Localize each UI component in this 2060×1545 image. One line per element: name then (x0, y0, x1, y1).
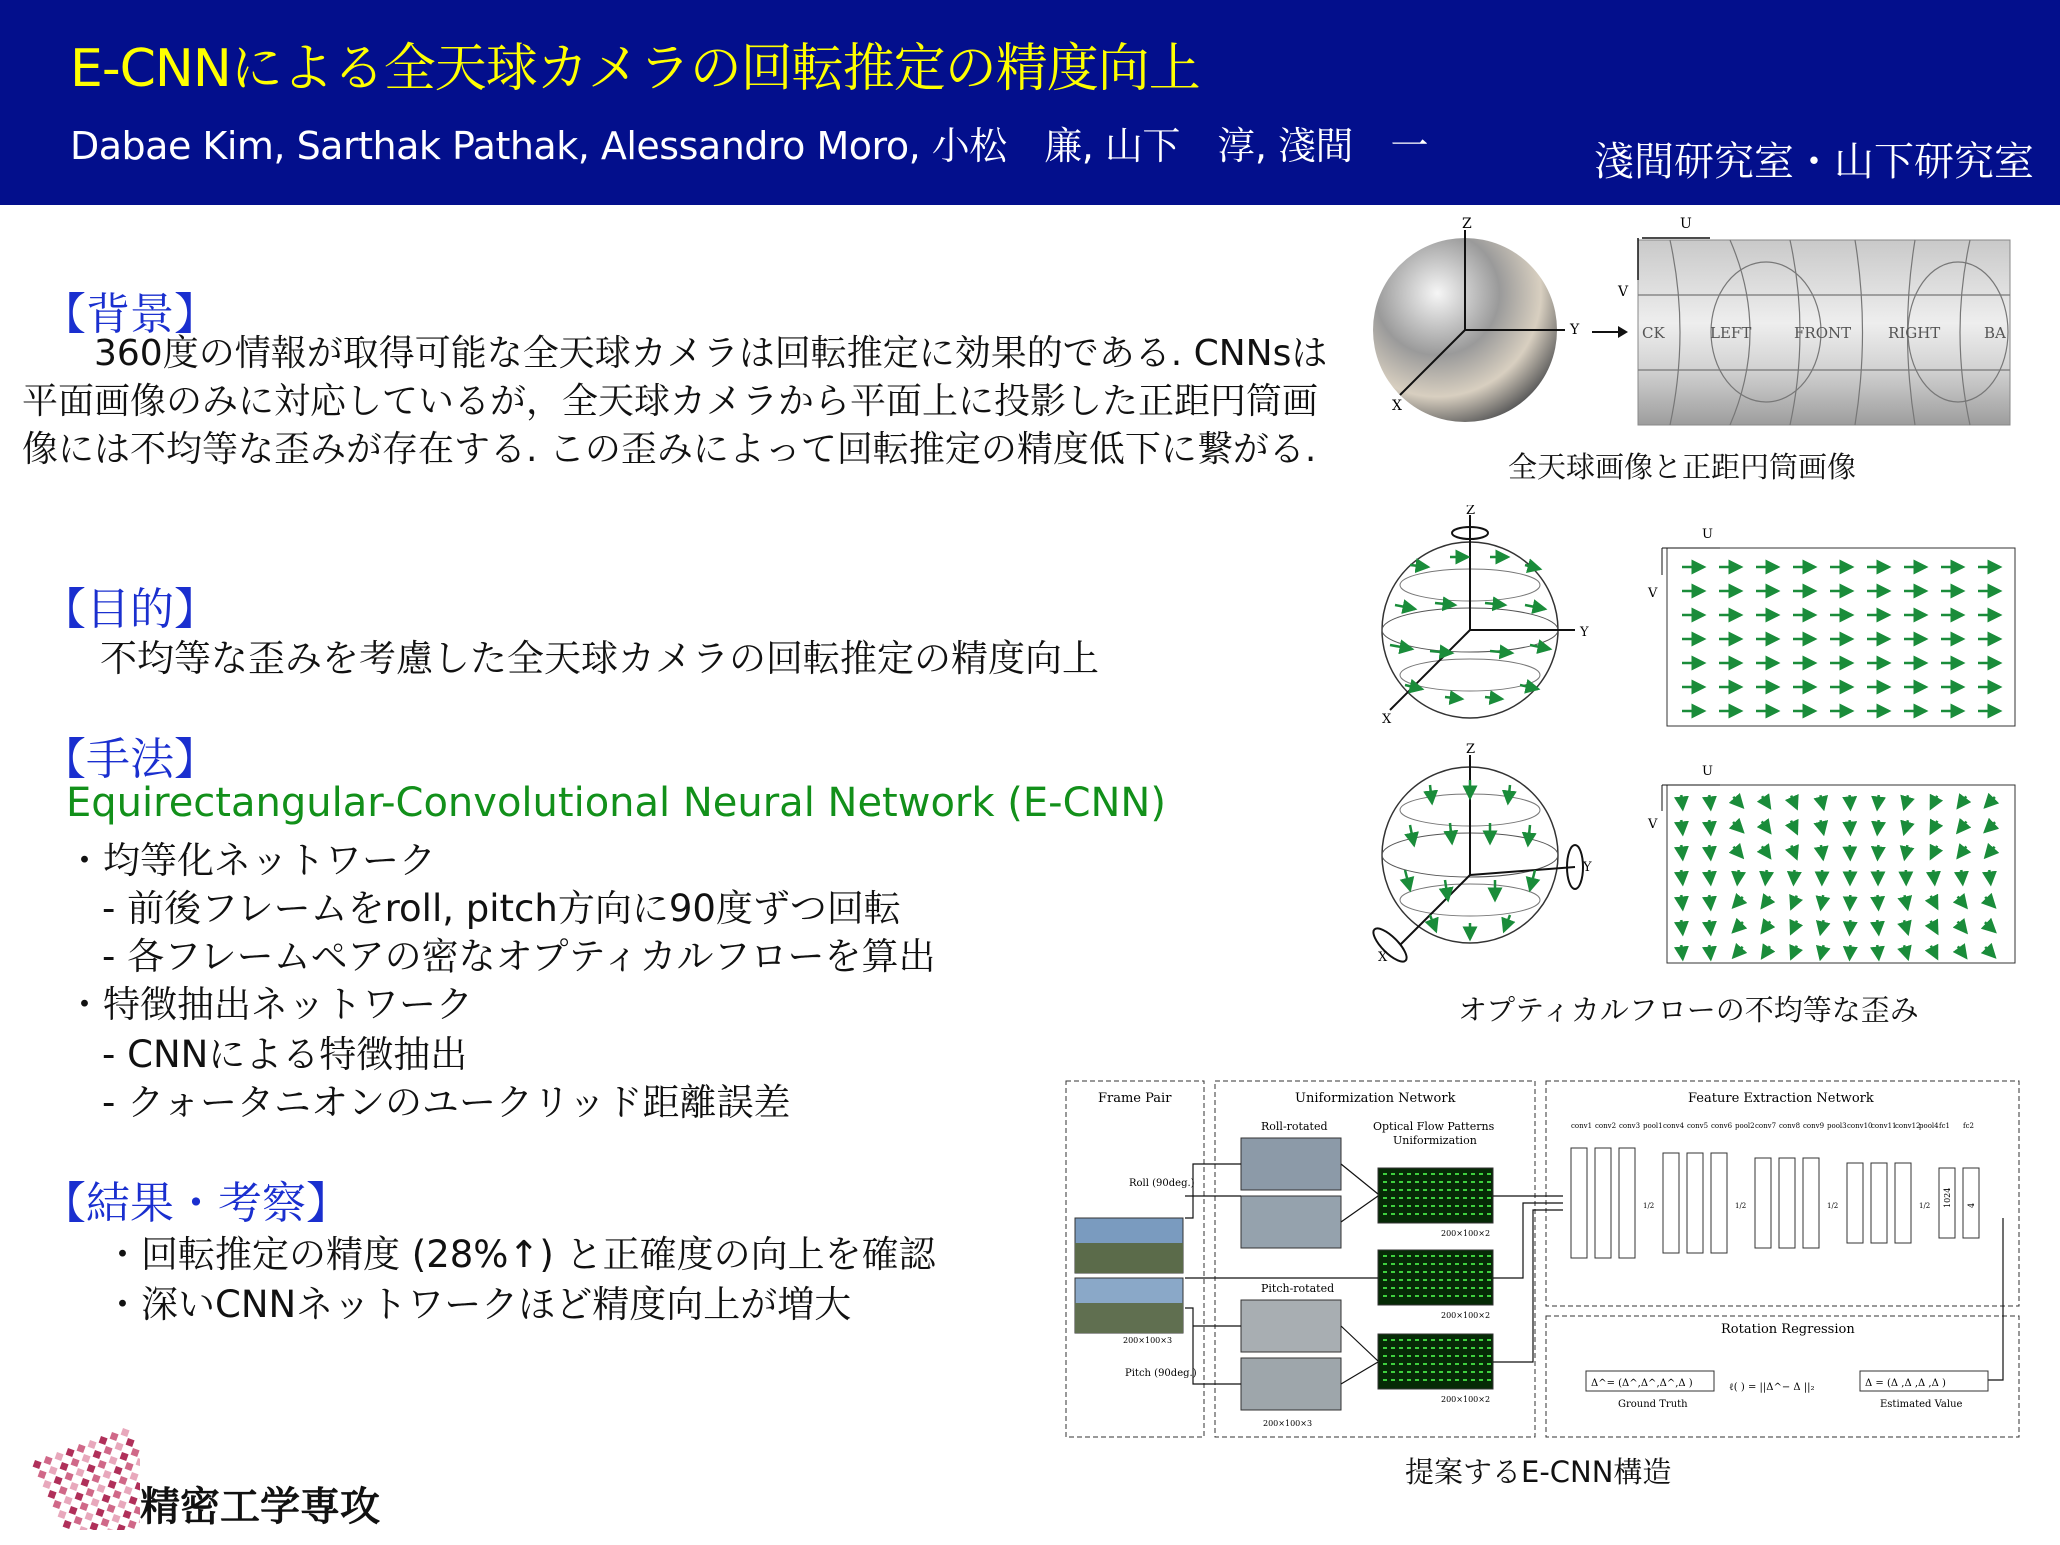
sphere-roll (1370, 742, 1592, 966)
rotated-dim-label: 200×100×3 (1263, 1419, 1313, 1428)
pool-ratio-label: 1/2 (1919, 1202, 1931, 1210)
layer-block (1847, 1163, 1863, 1243)
layer-label: pool1 (1643, 1122, 1663, 1130)
layer-block (1619, 1148, 1635, 1258)
layer-label: conv10 (1847, 1122, 1873, 1130)
method-item: - CNNによる特徴抽出 (102, 1033, 468, 1076)
axis-u-label: U (1702, 527, 1713, 542)
axis-z-label: Z (1462, 216, 1472, 232)
axis-y-label: Y (1583, 860, 1592, 875)
figure-flow-distortion (1370, 505, 2020, 975)
author-list: Dabae Kim, Sarthak Pathak, Alessandro Moro, 小松 廉, 山下 淳, 淺間 一 (70, 124, 1429, 168)
axis-u-label: U (1680, 216, 1692, 232)
frame-pair-label: Frame Pair (1098, 1091, 1172, 1106)
header-banner (0, 0, 2060, 205)
layer-block (1687, 1153, 1703, 1253)
axis-x-label: X (1378, 950, 1388, 965)
axis-x-label: X (1392, 398, 1402, 414)
sphere-yaw (1382, 505, 1589, 727)
layer-label: conv2 (1595, 1122, 1617, 1130)
flow-pattern-image (1378, 1168, 1493, 1223)
uniformization-sub-label: Uniformization (1393, 1134, 1477, 1147)
figure3-caption: 提案するE-CNN構造 (1405, 1455, 1672, 1489)
axis-u-label: U (1702, 764, 1713, 779)
pool-ratio-label: 1/2 (1735, 1202, 1747, 1210)
layer-block (1803, 1158, 1819, 1248)
flow-pattern-image (1378, 1334, 1493, 1389)
equirect-label: RIGHT (1888, 324, 1941, 342)
figure2-caption: オプティカルフローの不均等な歪み (1458, 993, 1919, 1027)
layer-label: conv8 (1779, 1122, 1801, 1130)
lab-name: 淺間研究室・山下研究室 (1594, 139, 2034, 185)
layer-block (1663, 1153, 1679, 1253)
method-item: - 各フレームペアの密なオプティカルフローを算出 (102, 935, 936, 978)
roll-rotated-image (1241, 1196, 1341, 1248)
layer-label: conv1 (1571, 1122, 1593, 1130)
flow-dim-label: 200×100×2 (1441, 1395, 1491, 1404)
layer-label: conv4 (1663, 1122, 1685, 1130)
loss-formula: ℓ( ) = ||Δ^− Δ ||₂ (1729, 1382, 1815, 1393)
pool-ratio-label: 1/2 (1643, 1202, 1655, 1210)
method-item: - 前後フレームをroll, pitch方向に90度ずつ回転 (102, 887, 901, 930)
results-item: ・回転推定の精度 (28%↑) と正確度の向上を確認 (104, 1233, 936, 1276)
method-item: - クォータニオンのユークリッド距離誤差 (102, 1081, 791, 1124)
estimated-label: Estimated Value (1880, 1399, 1963, 1410)
pitch-rotated-image (1241, 1358, 1341, 1410)
fc-size-label: 4 (1967, 1202, 1976, 1208)
layer-label: pool3 (1827, 1122, 1847, 1130)
purpose-heading: 【目的】 (42, 584, 218, 635)
method-subtitle: Equirectangular-Convolutional Neural Network (E-CNN) (66, 780, 1166, 826)
axis-z-label: Z (1466, 742, 1476, 757)
figure-sphere-equirect (1370, 210, 2030, 435)
equirect-label: LEFT (1710, 324, 1752, 342)
roll-rotated-image (1241, 1138, 1341, 1190)
optical-flow-label: Optical Flow Patterns (1373, 1120, 1495, 1133)
layer-label: conv11 (1871, 1122, 1897, 1130)
background-text: 360度の情報が取得可能な全天球カメラは回転推定に効果的である. CNNsは平面画像のみに対応しているが，全天球カメラから平面上に投影した正距円筒画像には不均等な歪みが存在する. この歪みによって回転推定の精度低下に繋がる. (22, 333, 1328, 470)
layer-block (1871, 1163, 1887, 1243)
method-item: ・均等化ネットワーク (66, 839, 436, 882)
layer-label: conv7 (1755, 1122, 1777, 1130)
equirect-label: BA (1984, 324, 2006, 342)
axis-z-label: Z (1466, 505, 1476, 518)
department-logo-text: 精密工学専攻 (140, 1484, 380, 1530)
axis-v-label: V (1648, 586, 1658, 601)
layer-block (1571, 1148, 1587, 1258)
uniformization-label: Uniformization Network (1295, 1091, 1456, 1106)
figure-ecnn-architecture (1063, 1078, 2023, 1440)
axis-v-label: V (1648, 817, 1658, 832)
equirect-label: CK (1642, 324, 1665, 342)
flow-field-uniform (1667, 548, 2015, 726)
equirect-label: FRONT (1794, 324, 1852, 342)
layer-label: conv9 (1803, 1122, 1825, 1130)
ground-truth-label: Ground Truth (1618, 1399, 1688, 1410)
cnn-layer-stack (1571, 1122, 1979, 1258)
layer-label: conv6 (1711, 1122, 1733, 1130)
method-item: ・特徴抽出ネットワーク (66, 983, 473, 1026)
layer-label: pool4 (1919, 1122, 1939, 1130)
rotation-regression-label: Rotation Regression (1721, 1322, 1855, 1337)
pool-ratio-label: 1/2 (1827, 1202, 1839, 1210)
layer-label: fc1 (1939, 1122, 1950, 1130)
layer-block (1711, 1153, 1727, 1253)
layer-label: pool2 (1735, 1122, 1755, 1130)
layer-block (1755, 1158, 1771, 1248)
purpose-text: 不均等な歪みを考慮した全天球カメラの回転推定の精度向上 (100, 637, 1099, 680)
flow-dim-label: 200×100×2 (1441, 1311, 1491, 1320)
fc-size-label: 1024 (1943, 1187, 1952, 1208)
flow-pattern-image (1378, 1250, 1493, 1305)
axis-y-label: Y (1570, 322, 1580, 338)
roll-rotated-label: Roll-rotated (1261, 1120, 1328, 1133)
layer-block (1595, 1148, 1611, 1258)
method-heading: 【手法】 (42, 734, 218, 785)
layer-block (1895, 1163, 1911, 1243)
axis-v-label: V (1618, 284, 1629, 300)
layer-label: conv12 (1895, 1122, 1921, 1130)
background-heading: 【背景】 (42, 289, 218, 340)
poster-title: E-CNNによる全天球カメラの回転推定の精度向上 (70, 39, 1200, 99)
estimated-formula: Δ = (Δ ,Δ ,Δ ,Δ ) (1865, 1378, 1946, 1389)
feature-extraction-label: Feature Extraction Network (1688, 1091, 1874, 1106)
ground-truth-formula: Δ^= (Δ^,Δ^,Δ^,Δ ) (1591, 1378, 1693, 1389)
layer-label: conv3 (1619, 1122, 1641, 1130)
pitch-label: Pitch (90deg.) (1125, 1368, 1197, 1379)
figure1-caption: 全天球画像と正距円筒画像 (1508, 450, 1857, 484)
layer-block (1779, 1158, 1795, 1248)
axis-y-label: Y (1580, 625, 1589, 640)
department-logo-icon (15, 1420, 140, 1530)
flow-dim-label: 200×100×2 (1441, 1229, 1491, 1238)
results-heading: 【結果・考察】 (42, 1178, 350, 1229)
pitch-rotated-image (1241, 1300, 1341, 1352)
axis-x-label: X (1382, 712, 1392, 727)
arrow-icon (1618, 326, 1628, 338)
frame-dim-label: 200×100×3 (1123, 1336, 1173, 1345)
roll-label: Roll (90deg.) (1129, 1178, 1195, 1189)
results-item: ・深いCNNネットワークほど精度向上が増大 (104, 1283, 852, 1326)
layer-label: fc2 (1963, 1122, 1974, 1130)
layer-label: conv5 (1687, 1122, 1709, 1130)
pitch-rotated-label: Pitch-rotated (1261, 1282, 1335, 1295)
